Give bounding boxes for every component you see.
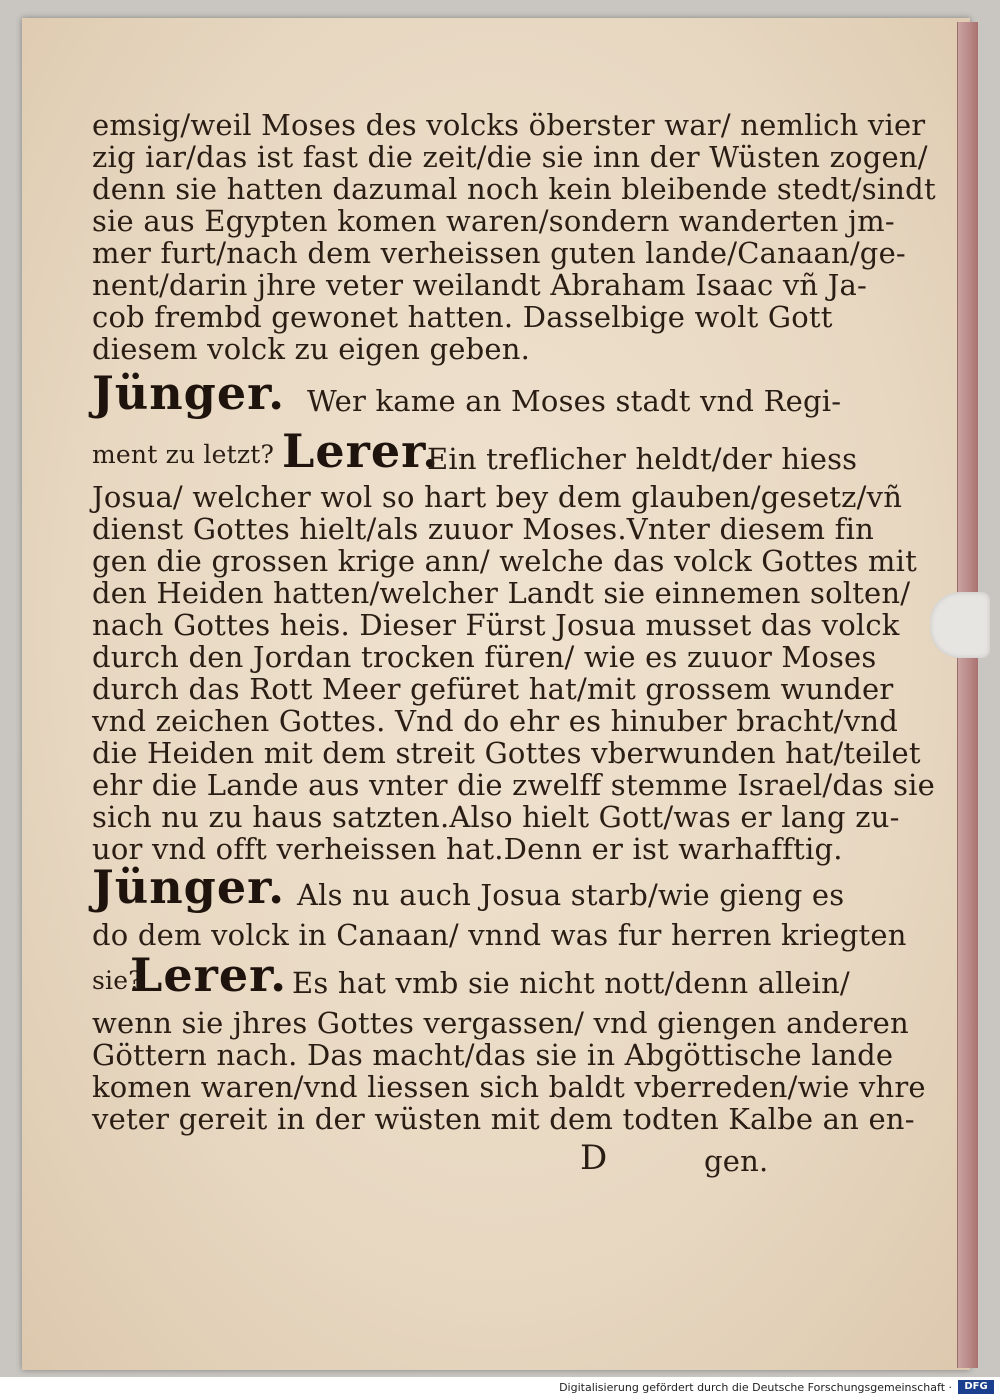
text-line: die Heiden mit dem streit Gottes vberwunden hat/teilet — [92, 736, 921, 770]
text-line: den Heiden hatten/welcher Landt sie einnemen solten/ — [92, 576, 911, 610]
text-line: ehr die Lande aus vnter die zwelff stemme Israel/das sie — [92, 768, 936, 802]
text-line: Als nu auch Josua starb/wie gieng es — [297, 878, 845, 912]
speaker-label-juenger: Jünger. — [92, 860, 286, 914]
text-line: Es hat vmb sie nicht nott/denn allein/ — [292, 966, 850, 1000]
text-line: Ein treflicher heldt/der hiess — [427, 442, 858, 476]
text-line: zig iar/das ist fast die zeit/die sie inn der Wüsten zogen/ — [92, 140, 928, 174]
page-edge — [957, 22, 978, 1368]
text-line: ment zu letzt? — [92, 440, 275, 469]
catchword: gen. — [704, 1144, 769, 1178]
text-line: denn sie hatten dazumal noch kein bleibende stedt/sindt — [92, 172, 936, 206]
text-line: nach Gottes heis. Dieser Fürst Josua musset das volck — [92, 608, 900, 642]
page-tab-marker — [930, 592, 990, 658]
speaker-label-lerer: Lerer. — [282, 424, 440, 478]
text-line: diesem volck zu eigen geben. — [92, 332, 531, 366]
text-line: nent/darin jhre veter weilandt Abraham Isaac vñ Ja- — [92, 268, 868, 302]
signature-mark: D — [580, 1138, 608, 1178]
text-line: komen waren/vnd liessen sich baldt vberreden/wie vhre — [92, 1070, 926, 1104]
text-line: Wer kame an Moses stadt vnd Regi- — [307, 384, 842, 418]
text-line: mer furt/nach dem verheissen guten lande/Canaan/ge- — [92, 236, 906, 270]
text-line: sie aus Egypten komen waren/sondern wanderten jm- — [92, 204, 895, 238]
speaker-label-juenger: Jünger. — [92, 366, 286, 420]
speaker-label-lerer: Lerer. — [130, 948, 288, 1002]
text-line: emsig/weil Moses des volcks öberster war/ nemlich vier — [92, 108, 926, 142]
text-line: durch das Rott Meer gefüret hat/mit grossem wunder — [92, 672, 894, 706]
text-line: wenn sie jhres Gottes vergassen/ vnd giengen anderen — [92, 1006, 909, 1040]
text-line: vnd zeichen Gottes. Vnd do ehr es hinuber bracht/vnd — [92, 704, 898, 738]
text-line: sich nu zu haus satzten.Also hielt Gott/was er lang zu- — [92, 800, 900, 834]
text-line: do dem volck in Canaan/ vnnd was fur herren kriegten — [92, 918, 907, 952]
text-line: uor vnd offt verheissen hat.Denn er ist warhafftig. — [92, 832, 843, 866]
text-line: veter gereit in der wüsten mit dem todten Kalbe an en- — [92, 1102, 915, 1136]
text-line: durch den Jordan trocken füren/ wie es zuuor Moses — [92, 640, 877, 674]
text-line: dienst Gottes hielt/als zuuor Moses.Vnter diesem fin — [92, 512, 874, 546]
text-line: Göttern nach. Das macht/das sie in Abgöttische lande — [92, 1038, 894, 1072]
text-line: gen die grossen krige ann/ welche das volck Gottes mit — [92, 544, 917, 578]
text-line: Josua/ welcher wol so hart bey dem glauben/gesetz/vñ — [92, 480, 903, 514]
dfg-logo: DFG — [958, 1380, 994, 1394]
text-line: cob frembd gewonet hatten. Dasselbige wolt Gott — [92, 300, 833, 334]
text-line: sie? — [92, 966, 142, 995]
footer-credit: Digitalisierung gefördert durch die Deutsche Forschungsgemeinschaft · — [559, 1381, 952, 1394]
